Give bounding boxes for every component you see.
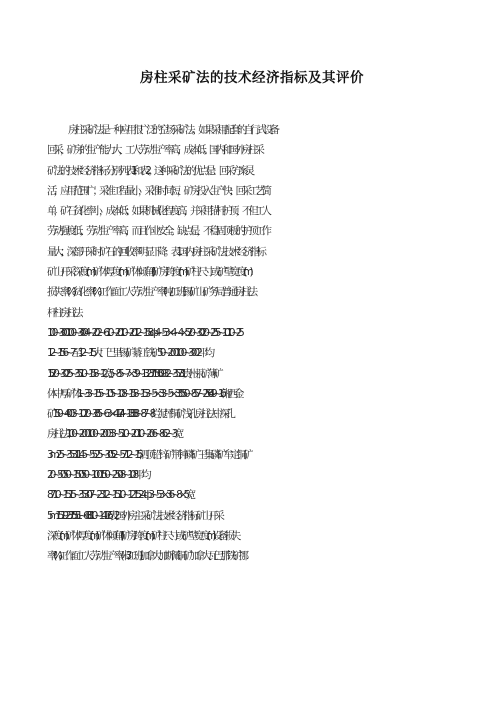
body-line: 矿山开采深度(m)矿体厚度(m)矿体倾角(°)矿房跨度(m)矿柱尺寸或矿壁宽度(m) xyxy=(47,266,250,279)
body-line: 损失率(%)贫化率(%)工作面工人劳动生产率(吨/工班)锡矿山矿务局普通房柱法 xyxy=(47,286,255,299)
body-line: 12~156~7 至 12~15 大厂巴里锡矿綦江铁矿 50~200100~3002 平均 xyxy=(47,347,212,360)
document-body xyxy=(47,120,504,567)
body-line: 杆柱房柱法 xyxy=(47,306,80,319)
body-line: 量大；深部开采时矿石的回收率明显下降。表 1 国内房柱采矿法技术经济指标 xyxy=(47,245,263,258)
body-line: 率(%)工作面工人劳动生产率(米 3/工班)加拿大加斯佩铜矿加拿大瓦巴那铁矿挪 xyxy=(47,550,245,563)
body-line: 20~5050~15050~100150~2508~108 平均 xyxy=(47,469,148,482)
body-line: 5m151923.75.55.1~68.810~1417.6 表 2 国外房主采矿法技术经济指标矿山开采 xyxy=(47,509,221,522)
body-line: 房柱采矿法是一种应用很广泛的空场采矿法。如果采用配套的自行式设备 xyxy=(68,124,276,136)
body-line: 房柱法 100~200100~20033~510~2010~206~862~3 宽 xyxy=(47,428,181,441)
body-line: 单，矿石贫化率小，成本低；如果机械化程度高，并采用锚杆护顶，不但工人 xyxy=(47,205,268,218)
body-line: 3m25~3531.145~5525~305.2~5.712~15 泗顶铅锌矿荆钟磷矿王集磷矿牟定铜矿 xyxy=(47,448,250,461)
body-line: 1.520~3025~3510~158~12 宽 5~85~7×39~1323.7156.0932~357.31 贵州汞矿薄矿 xyxy=(47,367,220,380)
body-line: 活，应用范围广；采准工程量小，采准时间短，矿房投入生产快；回采工艺简 xyxy=(47,184,268,197)
body-line: 矿 150~4003~1020~385~63×417.4~13.83.8~87~8 烂泥坪铜矿浅孔房柱法中深孔 xyxy=(47,408,232,421)
body-line: 8710~1515~35307~2312~1510~121524ф3~53×36~8×5 宽 xyxy=(47,489,193,502)
body-line: 回采，矿房的生产能力大，工人劳动生产率高，成本低。 国内和国外房柱采 xyxy=(47,144,261,157)
body-line: 矿法的技术经济指标分别列表 1 和表 2。 这种采矿法的优点是：回采方案灵 xyxy=(47,164,252,177)
body-line: 劳动强度低，劳动生产率高，而且作业安全。缺点是，不稳固顶板的护顶工作 xyxy=(47,225,268,238)
document-title: 房柱采矿法的技术经济指标及其评价 xyxy=(140,70,364,86)
body-line: 深度(m)矿体厚度(m)矿体倾角(°)矿房跨度(m)矿柱尺寸或矿壁宽度(m)设备损失 xyxy=(47,529,238,542)
body-line: 100~300100~3004~202~610~2010~2012~158ф4~53×4~4×520~3020~255~1010~25 xyxy=(47,326,241,339)
body-line: 体中厚矿体 1~33~155~105~108~158~153~5×33~5×33550~857~256.49~16 湘西金 xyxy=(47,387,241,400)
